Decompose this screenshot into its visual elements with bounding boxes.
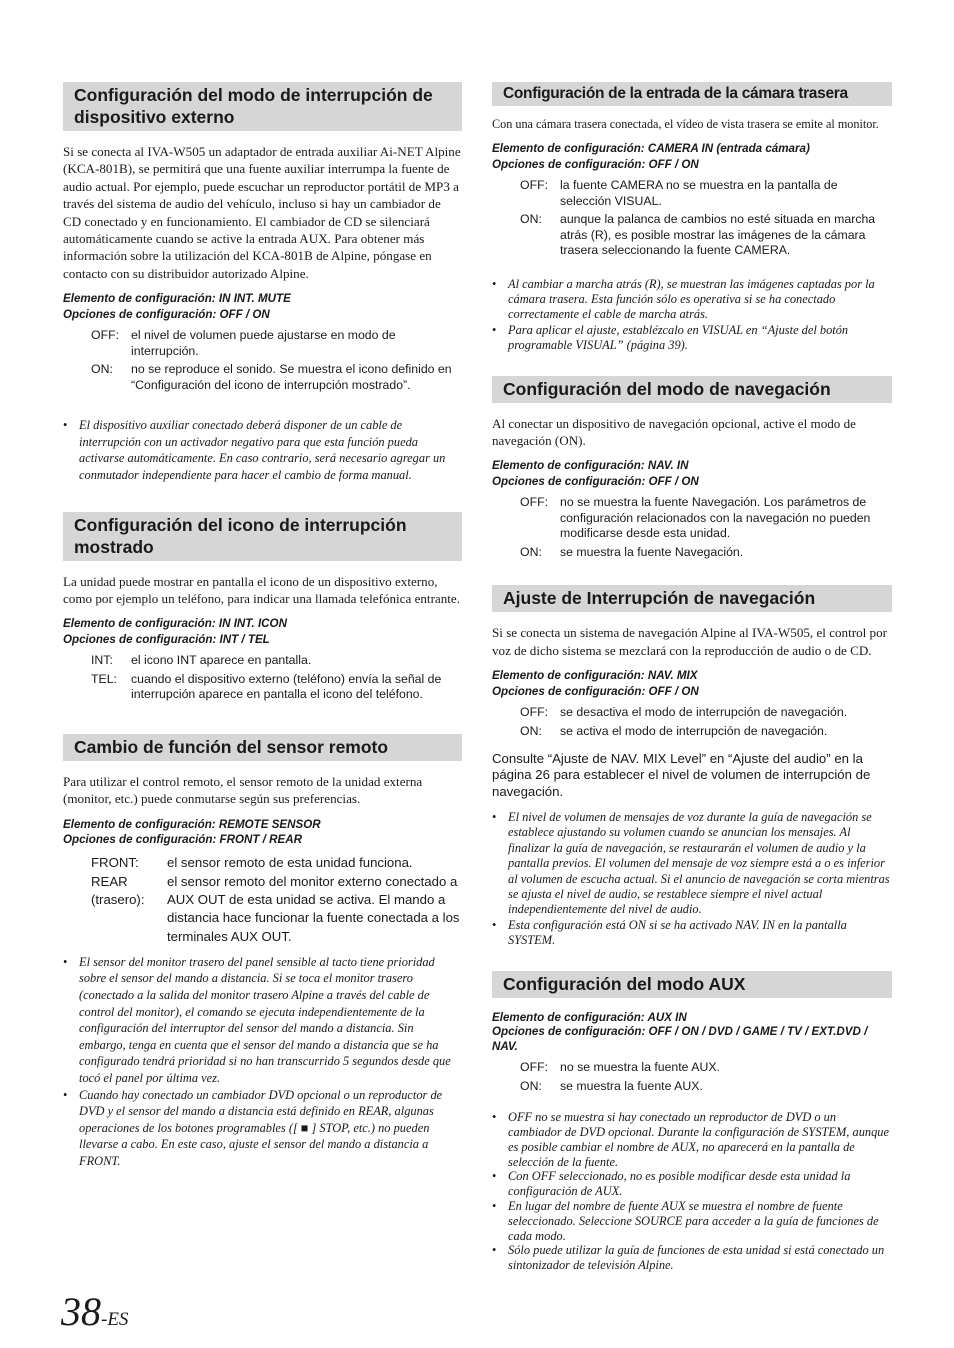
option-row bbox=[91, 362, 462, 393]
note-text: En lugar del nombre de fuente AUX se muestra el nombre de fuente seleccionado. Seleccione SOURCE para acceder a la guía de funciones de cada modo. bbox=[508, 1198, 879, 1243]
section-title: Ajuste de Interrupción de navegación bbox=[492, 585, 892, 612]
note-list bbox=[63, 954, 462, 1170]
section-navigation-interrupt bbox=[492, 585, 892, 948]
option-key: ON: bbox=[520, 544, 542, 559]
note-text: El dispositivo auxiliar conectado deberá disponer de un cable de interrupción con un activador negativo para que esta función pueda activarse automáticamente. En caso contrario, será necesario agregar un conmutador independiente para hacer el cambio de forma manual. bbox=[79, 418, 446, 483]
option-key: ON: bbox=[520, 212, 542, 226]
option-desc: se desactiva el modo de interrupción de navegación. bbox=[560, 705, 848, 720]
config-options-label: Opciones de configuración: OFF / ON bbox=[492, 474, 699, 488]
config-item-label: Elemento de configuración: CAMERA IN (entrada cámara) bbox=[492, 142, 810, 155]
note-text: El nivel de volumen de mensajes de voz durante la guía de navegación se establece ajustando su volumen cuando se anuncian los mensajes. Al finalizar la guía de navegación, se restaurarán el volumen de audio y la pantalla previos. El volumen del mensaje de voz siempre está a o es inferior al volumen de escucha actual. Si el anuncio de navegación se corta mientras se ajusta el nivel de audio, se restablece siempre el nivel actual independientemente del nivel de audio. bbox=[508, 810, 890, 917]
note-list bbox=[492, 277, 892, 354]
page-footer bbox=[61, 1290, 128, 1334]
option-row bbox=[520, 1060, 892, 1076]
note-item bbox=[492, 1243, 892, 1273]
note-text: Para aplicar el ajuste, establézcalo en VISUAL en “Ajuste del botón programable VISUAL” (página 39). bbox=[508, 322, 849, 353]
config-item-label: Elemento de configuración: REMOTE SENSOR bbox=[63, 817, 321, 831]
option-row bbox=[520, 212, 892, 259]
note-item bbox=[492, 276, 892, 323]
note-text: Al cambiar a marcha atrás (R), se muestran las imágenes captadas por la cámara trasera. Esta función sólo es operativa si se ha conectado correctamente el cable de marcha atrás. bbox=[508, 276, 875, 322]
bullet-icon: • bbox=[492, 322, 497, 337]
note-item bbox=[492, 1110, 892, 1169]
right-column bbox=[492, 82, 892, 1273]
option-desc: se activa el modo de interrupción de navegación. bbox=[560, 723, 828, 738]
note-item bbox=[492, 1169, 892, 1199]
option-desc: el sensor remoto de esta unidad funciona. bbox=[167, 854, 413, 870]
note-text: Esta configuración está ON si se ha activado NAV. IN en la pantalla SYSTEM. bbox=[508, 917, 847, 948]
option-desc: se muestra la fuente AUX. bbox=[560, 1078, 703, 1093]
bullet-icon: • bbox=[492, 917, 497, 932]
section-title: Configuración del icono de interrupción mostrado bbox=[63, 512, 462, 561]
section-body: Al conectar un dispositivo de navegación opcional, active el modo de navegación (ON). bbox=[492, 415, 856, 448]
section-navigation-mode bbox=[492, 376, 892, 561]
note-item bbox=[492, 322, 892, 354]
option-desc: el sensor remoto del monitor externo conectado a AUX OUT de esta unidad se activa. El mando a distancia hace funcionar la fuente conectada a los terminales AUX OUT. bbox=[167, 873, 460, 944]
option-key: OFF: bbox=[520, 1060, 549, 1075]
option-row bbox=[520, 178, 892, 209]
section-title: Cambio de función del sensor remoto bbox=[63, 734, 462, 761]
option-key: FRONT: bbox=[91, 854, 139, 870]
note-text: OFF no se muestra si hay conectado un reproductor de DVD o un cambiador de DVD opcional. Durante la configuración de SYSTEM, aunque es posible cambiar el nombre de AUX, no aparecerá en la pantalla de selección de la fuente. bbox=[508, 1110, 889, 1169]
section-body: Si se conecta un sistema de navegación Alpine al IVA-W505, el control por voz de dicho sistema se mezclará con la reproducción de audio o de CD. bbox=[492, 625, 888, 658]
config-item-label: Elemento de configuración: IN INT. ICON bbox=[63, 617, 287, 631]
section-title: Configuración de la entrada de la cámara trasera bbox=[492, 82, 892, 106]
bullet-icon: • bbox=[492, 1169, 497, 1184]
section-body: Si se conecta al IVA-W505 un adaptador de entrada auxiliar Ai-NET Alpine (KCA-801B), se permitirá que una fuente auxiliar interrumpa la fuente de audio actual. Por ejemplo, puede escuchar un reproductor portátil de MP3 a través del sistema de audio del vehículo, incluso si hay un cambiador de CD conectado y en funcionamiento. El cambiador de CD se silenciará automáticamente cuando se active la entrada AUX. Para obtener más información sobre la utilización del KCA-801B de Alpine, póngase en contacto con su distribuidor autorizado Alpine. bbox=[63, 144, 461, 281]
section-rear-camera bbox=[492, 82, 892, 354]
option-key: REAR (trasero): bbox=[91, 873, 145, 908]
option-key: OFF: bbox=[91, 328, 120, 343]
config-options-label: Opciones de configuración: OFF / ON bbox=[63, 307, 270, 321]
config-options-label: Opciones de configuración: OFF / ON bbox=[492, 684, 699, 698]
stop-button-label: [ ■ ] STOP bbox=[292, 1120, 348, 1135]
option-key: ON: bbox=[520, 723, 542, 738]
option-key: OFF: bbox=[520, 178, 549, 192]
bullet-icon: • bbox=[492, 810, 497, 825]
option-row bbox=[520, 495, 892, 542]
option-desc: el nivel de volumen puede ajustarse en modo de interrupción. bbox=[131, 328, 396, 358]
note-item bbox=[492, 1198, 892, 1243]
note-text: El sensor del monitor trasero del panel sensible al tacto tiene prioridad sobre el sensor del mando a distancia. Si se toca el monitor trasero (conectado a la salida del monitor trasero Alpine a través del cable de control del monitor), el comando se ejecuta independientemente de la configuración del interruptor del sensor del mando a distancia. Sin embargo, tenga en cuenta que el sensor del mando a distancia que se ha configurado tendrá prioridad si no han transcurrido 5 segundos desde que tocó el panel por última vez. bbox=[79, 954, 451, 1085]
section-title: Configuración del modo de interrupción de dispositivo externo bbox=[63, 82, 462, 131]
section-interrupt-icon bbox=[63, 512, 462, 703]
bullet-icon: • bbox=[492, 276, 497, 291]
note-text: , etc.) no pueden llevarse a cabo. En este caso, ajuste el sensor del mando a distancia a FRONT. bbox=[79, 1120, 430, 1168]
option-row bbox=[520, 545, 892, 561]
config-options-label: Opciones de configuración: OFF / ON / DVD / GAME / TV / EXT.DVD / NAV. bbox=[492, 1025, 868, 1053]
section-aux-mode bbox=[492, 971, 892, 1273]
option-row bbox=[91, 873, 462, 946]
section-body: Con una cámara trasera conectada, el vídeo de vista trasera se emite al monitor. bbox=[492, 117, 879, 131]
section-external-interrupt bbox=[63, 82, 462, 484]
option-list bbox=[91, 854, 462, 946]
option-key: TEL: bbox=[91, 671, 117, 686]
note-item bbox=[492, 810, 892, 918]
option-desc: no se muestra la fuente AUX. bbox=[560, 1060, 720, 1075]
option-desc: la fuente CAMERA no se muestra en la pantalla de selección VISUAL. bbox=[560, 178, 838, 208]
option-desc: cuando el dispositivo externo (teléfono) envía la señal de interrupción aparece en pantalla el icono del teléfono. bbox=[131, 671, 442, 702]
page-language-suffix: -ES bbox=[101, 1309, 129, 1330]
config-options-label: Opciones de configuración: INT / TEL bbox=[63, 632, 270, 646]
option-key: ON: bbox=[91, 362, 113, 377]
config-item-label: Elemento de configuración: NAV. IN bbox=[492, 459, 689, 473]
option-key: INT: bbox=[91, 653, 113, 668]
option-desc: no se muestra la fuente Navegación. Los parámetros de configuración relacionados con la navegación no pueden modificarse desde esta unidad. bbox=[560, 495, 871, 541]
note-list bbox=[492, 810, 892, 949]
option-list bbox=[91, 328, 462, 393]
option-desc: no se reproduce el sonido. Se muestra el icono definido en “Configuración del icono de interrupción mostrado”. bbox=[131, 362, 452, 392]
note-item bbox=[63, 417, 462, 483]
bullet-icon: • bbox=[492, 1243, 497, 1258]
note-item bbox=[492, 917, 892, 949]
config-options-label: Opciones de configuración: FRONT / REAR bbox=[63, 833, 302, 847]
section-body: La unidad puede mostrar en pantalla el icono de un dispositivo externo, como por ejemplo un teléfono, para indicar una llamada telefónica entrante. bbox=[63, 573, 461, 607]
option-desc: el icono INT aparece en pantalla. bbox=[131, 653, 312, 668]
config-item-label: Elemento de configuración: IN INT. MUTE bbox=[63, 292, 291, 306]
section-title: Configuración del modo AUX bbox=[492, 971, 892, 998]
option-list bbox=[91, 653, 462, 703]
option-row bbox=[91, 328, 462, 359]
note-item bbox=[63, 1087, 462, 1170]
option-row bbox=[520, 724, 892, 740]
section-body: Para utilizar el control remoto, el sensor remoto de la unidad externa (monitor, etc.) puede conmutarse según sus preferencias. bbox=[63, 773, 423, 807]
note-text: Con OFF seleccionado, no es posible modificar desde esta unidad la configuración de AUX. bbox=[508, 1169, 851, 1199]
page-number: 38 bbox=[61, 1289, 101, 1334]
note-text: Sólo puede utilizar la guía de funciones de esta unidad si está conectado un sintonizador de televisión Alpine. bbox=[508, 1243, 885, 1273]
note-item bbox=[63, 954, 462, 1087]
section-title: Configuración del modo de navegación bbox=[492, 376, 892, 403]
note-list bbox=[63, 417, 462, 483]
option-key: OFF: bbox=[520, 705, 549, 720]
section-body-secondary: Consulte “Ajuste de NAV. MIX Level” en “Ajuste del audio” en la página 26 para establecer el nivel de volumen de interrupción de navegación. bbox=[492, 751, 871, 799]
note-text: Cuando hay conectado un cambiador DVD opcional o un reproductor de DVD y el sensor del mando a distancia está definido en REAR, algunas operaciones de los botones programables ( bbox=[79, 1087, 443, 1135]
option-row bbox=[91, 854, 462, 872]
config-item-label: Elemento de configuración: AUX IN bbox=[492, 1010, 687, 1024]
option-row bbox=[520, 705, 892, 721]
config-item-label: Elemento de configuración: NAV. MIX bbox=[492, 669, 698, 683]
bullet-icon: • bbox=[492, 1198, 497, 1213]
option-list bbox=[520, 1060, 892, 1094]
left-column bbox=[63, 82, 462, 1169]
option-row bbox=[520, 1079, 892, 1095]
bullet-icon: • bbox=[63, 954, 68, 969]
option-list bbox=[520, 705, 892, 739]
option-key: ON: bbox=[520, 1078, 542, 1093]
note-list bbox=[492, 1110, 892, 1273]
option-row bbox=[91, 672, 462, 703]
bullet-icon: • bbox=[63, 418, 68, 433]
option-key: OFF: bbox=[520, 495, 549, 510]
option-desc: se muestra la fuente Navegación. bbox=[560, 544, 744, 559]
section-remote-sensor bbox=[63, 734, 462, 1170]
option-row bbox=[91, 653, 462, 669]
option-list bbox=[520, 178, 892, 259]
bullet-icon: • bbox=[63, 1087, 68, 1102]
config-options-label: Opciones de configuración: OFF / ON bbox=[492, 157, 699, 171]
option-list bbox=[520, 495, 892, 560]
bullet-icon: • bbox=[492, 1110, 497, 1125]
option-desc: aunque la palanca de cambios no esté situada en marcha atrás (R), es posible mostrar las imágenes de la cámara trasera seleccionando la fuente CAMERA. bbox=[560, 212, 876, 257]
